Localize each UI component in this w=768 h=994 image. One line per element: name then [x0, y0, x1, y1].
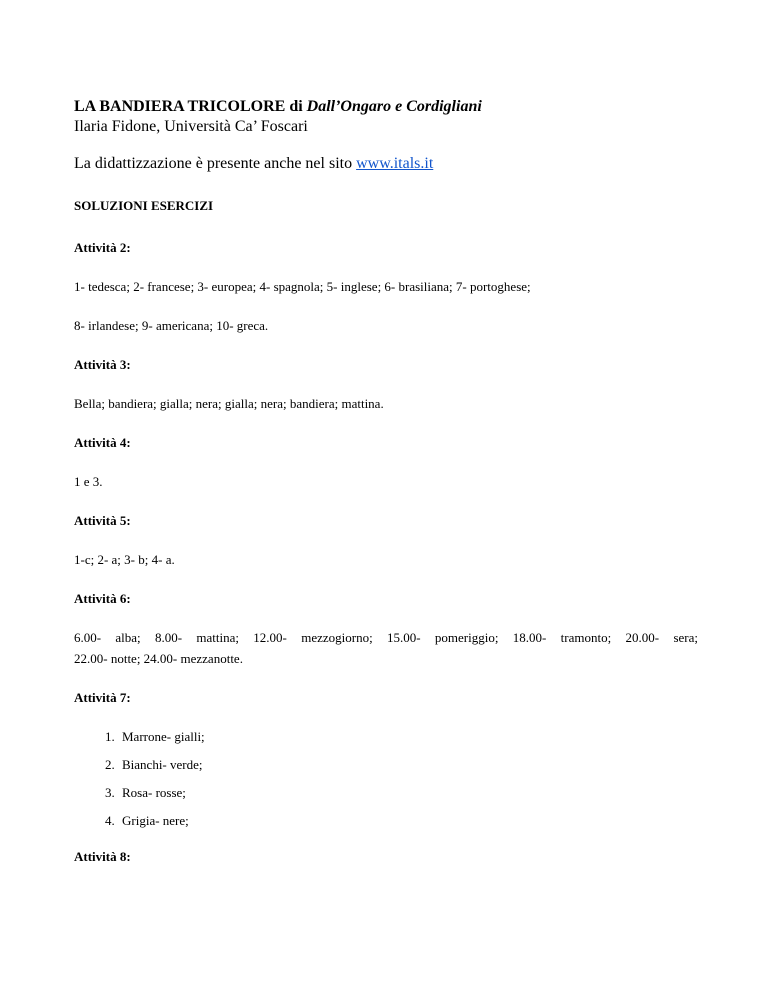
solutions-heading: SOLUZIONI ESERCIZI	[74, 198, 214, 213]
document-page	[74, 97, 698, 865]
activity-5-heading: Attività 5:	[74, 513, 131, 528]
title-authors: Dall’Ongaro e Cordigliani	[306, 98, 482, 115]
activity-2-line-2: 8- irlandese; 9- americana; 10- greca.	[74, 318, 269, 333]
activity-3-heading: Attività 3:	[74, 357, 131, 372]
title-text: LA BANDIERA TRICOLORE di	[74, 98, 307, 115]
activity-8-heading: Attività 8:	[74, 849, 131, 864]
site-link[interactable]: www.itals.it	[356, 155, 434, 172]
activity-7-heading: Attività 7:	[74, 690, 131, 705]
list-item: 4. Grigia- nere;	[118, 813, 698, 829]
activity-6-line-2: 22.00- notte; 24.00- mezzanotte.	[74, 651, 243, 666]
document-title	[74, 97, 698, 117]
activity-3-text: Bella; bandiera; gialla; nera; gialla; nera; bandiera; mattina.	[74, 396, 384, 411]
activity-4-heading: Attività 4:	[74, 435, 131, 450]
site-text: La didattizzazione è presente anche nel sito	[74, 155, 357, 172]
list-item: 3. Rosa- rosse;	[118, 785, 698, 801]
activity-2-heading: Attività 2:	[74, 240, 131, 255]
list-item: 1. Marrone- gialli;	[118, 729, 698, 745]
list-item: 2. Bianchi- verde;	[118, 757, 698, 773]
activity-5-text: 1-c; 2- a; 3- b; 4- a.	[74, 552, 175, 567]
activity-4-text: 1 e 3.	[74, 474, 103, 489]
site-line	[74, 154, 698, 174]
author-line: Ilaria Fidone, Università Ca’ Foscari	[74, 118, 308, 135]
activity-6-line-1: 6.00- alba; 8.00- mattina; 12.00- mezzogiorno; 15.00- pomeriggio; 18.00- tramonto; 20.00- sera;	[74, 630, 698, 645]
activity-7-list	[74, 729, 698, 829]
activity-6-heading: Attività 6:	[74, 591, 131, 606]
activity-2-line-1: 1- tedesca; 2- francese; 3- europea; 4- spagnola; 5- inglese; 6- brasiliana; 7- portoghese;	[74, 279, 531, 294]
